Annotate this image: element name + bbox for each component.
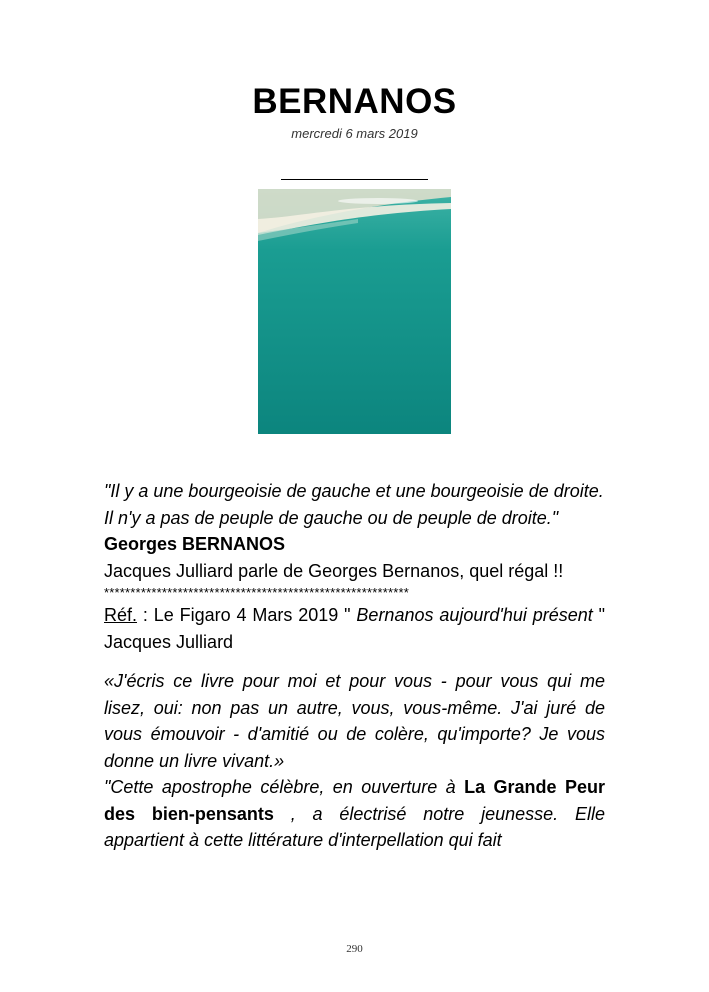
separator-line [281,179,428,180]
quote-author: Georges BERNANOS [104,534,286,554]
paragraph-end: , a électrisé notre jeunesse. Elle appartient à cette littérature d'interpellation qui fait [104,803,605,850]
article-body [104,478,605,854]
page-number: 290 [346,943,363,955]
book-title: La Grande Peur des bien-pensants [104,777,605,824]
reference-line [104,602,605,655]
reference-title: Bernanos aujourd'hui présent [356,605,593,625]
paragraph-text [104,774,605,854]
paragraph-start: "Cette apostrophe célèbre, en ouverture à [104,777,465,797]
citation-text: «J'écris ce livre pour moi et pour vous - pour vous qui me lisez, oui: non pas un autre, vous, vous-même. J'ai juré de vous émouvoir - d'amitié ou de colère, qu'importe? Je vous donne un livre vivant.» [104,671,605,771]
quote-text: "Il y a une bourgeoisie de gauche et une bourgeoisie de droite. Il n'y a pas de peuple de gauche ou de peuple de droite." [104,481,604,528]
reference-source: : Le Figaro 4 Mars 2019 " [137,605,357,625]
post-date: mercredi 6 mars 2019 [291,126,418,141]
star-divider: ********************************************************** [104,585,410,600]
reference-label: Réf. [104,605,138,625]
page-title: BERNANOS [252,82,457,121]
sea-photo-icon [258,189,451,434]
reference-author: " Jacques Julliard [104,605,606,652]
intro-text: Jacques Julliard parle de Georges Bernanos, quel régal !! [104,560,564,581]
